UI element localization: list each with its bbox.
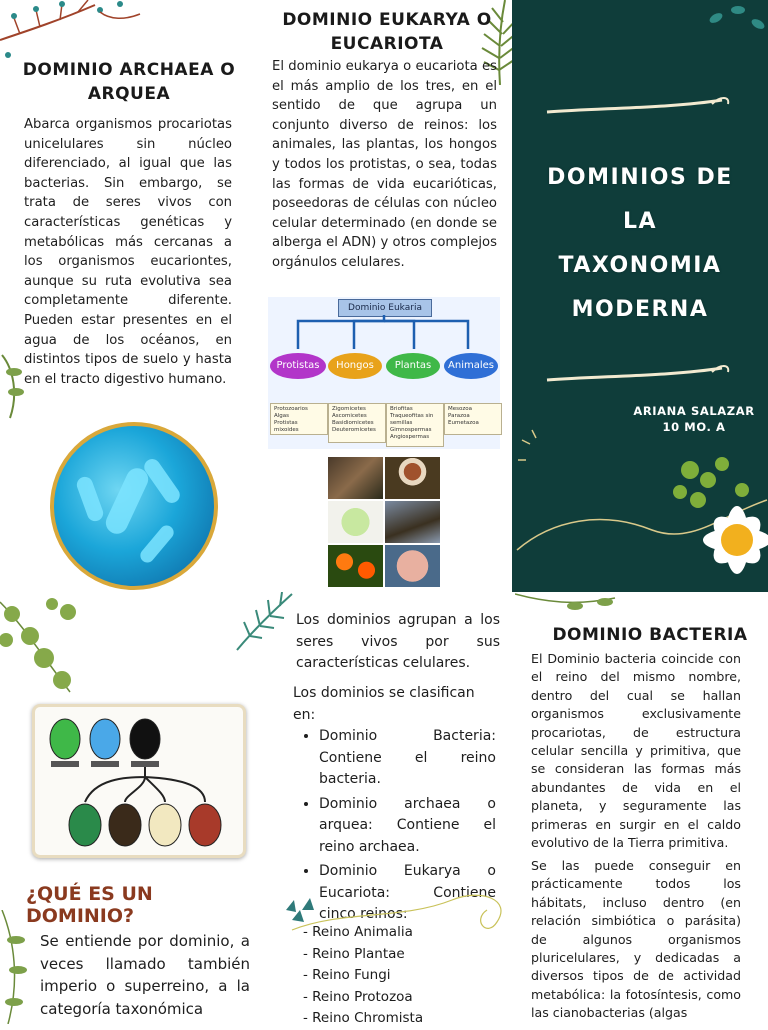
swirl-line-bottom [542, 358, 732, 388]
cover-panel [512, 0, 768, 592]
bacteria-body-1: El Dominio bacteria coincide con el reino del mismo nombre, dentro del cual se hallan organismos exclusivamente procariotas, de estructura celular sencilla y primitiva, que se consideran las formas más abundantes de vida en el planeta, y seguramente las primeras en surgir en el caldo evolutivo de la Tierra primitiva. [531, 651, 741, 851]
leaf-decoration-cover-top [702, 0, 768, 40]
fern-decoration-middle [232, 592, 302, 654]
reino-protozoa: - Reino Protozoa [303, 988, 413, 1005]
eukaria-diagram [268, 297, 500, 449]
middle-intro: Los dominios agrupan a los seres vivos por sus características celulares. [296, 612, 500, 671]
que-body: Se entiende por dominio, a veces llamado también imperio o superreino, a la categoría taxonómica [40, 932, 250, 1018]
archaea-title: DOMINIO ARCHAEA O ARQUEA [22, 60, 236, 104]
bacteria-title: DOMINIO BACTERIA [552, 625, 748, 645]
leaf-decoration-bottom-left [0, 910, 30, 1024]
que-title: ¿QUÉ ES UN DOMINIO? [26, 883, 153, 927]
bacteria-body-2: Se las puede conseguir en prácticamente todos los hábitats, incluso dentro (en relación simbiótica o parásita) de algunos organismos pluricelulares, y dedicadas a diversos tipos de de actividad metabólica: la fotosíntesis, como las cianobacterias (algas [531, 858, 741, 1021]
diagram-list-plantas: Briofitas Traqueofitas sin semillas Gimnospermas Angiospermas [386, 403, 444, 447]
photo-insects [328, 457, 383, 499]
vine-decoration-left [0, 592, 90, 702]
photo-mushroom [385, 457, 440, 499]
swirl-line-top [542, 90, 732, 120]
eukarya-title: DOMINIO EUKARYA O EUCARIOTA [282, 10, 492, 54]
bullet-eukarya: • Dominio Eukarya o Eucariota: Contiene cinco reinos: [319, 861, 496, 926]
reino-animalia: - Reino Animalia [303, 924, 413, 940]
middle-classify: Los dominios se clasifican en: [293, 685, 475, 723]
domains-tree-image [32, 704, 246, 858]
diagram-node-animales: Animales [444, 353, 498, 379]
kingdoms-photo-collage [328, 457, 440, 587]
diagram-node-hongos: Hongos [328, 353, 382, 379]
eukarya-body: El dominio eukarya o eucariota es el más amplio de los tres, en el sentido de que agrupa un conjunto diverso de reinos: los animales, las plantas, los hongos y todos los protistas, o sea, todas las formas de vida eucarióticas, poseedoras de células con núcleo celular determinado (en donde se alberga el ADN) y otros complejos orgánulos celulares. [272, 59, 497, 270]
diagram-list-protistas: Protozoarios Algas Protistas mixoides [270, 403, 328, 435]
cover-title: DOMINIOS DE LA TAXONOMIA MODERNA [547, 165, 733, 322]
diagram-node-plantas: Plantas [386, 353, 440, 379]
archaea-body: Abarca organismos procariotas unicelulares sin núcleo diferenciado, al igual que las bacterias. Sin embargo, se trata de seres vivos con características genéticas y metabólicas más cercanas a los organismos eucariontes, aunque su ruta evolutiva sea completamente diferente. Pueden estar presentes en el agua de los océanos, en distintos tipos de suelo y hasta en el tracto digestivo humano. [24, 117, 232, 387]
diagram-node-protistas: Protistas [270, 353, 326, 379]
photo-monkey [385, 501, 440, 543]
bullet-bacteria: • Dominio Bacteria: Contiene el reino bacteria. [319, 726, 496, 791]
photo-flowers [328, 545, 383, 587]
leaf-decoration-right [515, 592, 625, 620]
swirl-decoration-middle [282, 880, 562, 960]
photo-brain-coral [385, 545, 440, 587]
bacteria-micro-image [50, 422, 218, 590]
reino-chromista: - Reino Chromista [303, 1010, 424, 1026]
reino-plantae: - Reino Plantae [303, 945, 405, 962]
reino-fungi: - Reino Fungi [303, 967, 391, 983]
diagram-list-animales: Mesozoa Parazoa Eumetazoa [444, 403, 502, 435]
flower-decoration-cover [512, 420, 768, 592]
photo-cell [328, 501, 383, 543]
cover-author: ARIANA SALAZAR 10 MO. A [633, 404, 755, 434]
diagram-root: Dominio Eukaria [338, 299, 432, 317]
bullet-archaea: • Dominio archaea o arquea: Contiene el reino archaea. [319, 794, 496, 859]
diagram-list-hongos: Zigomicetes Ascomicetes Basidiomicetes Deuteromicetes [328, 403, 386, 443]
